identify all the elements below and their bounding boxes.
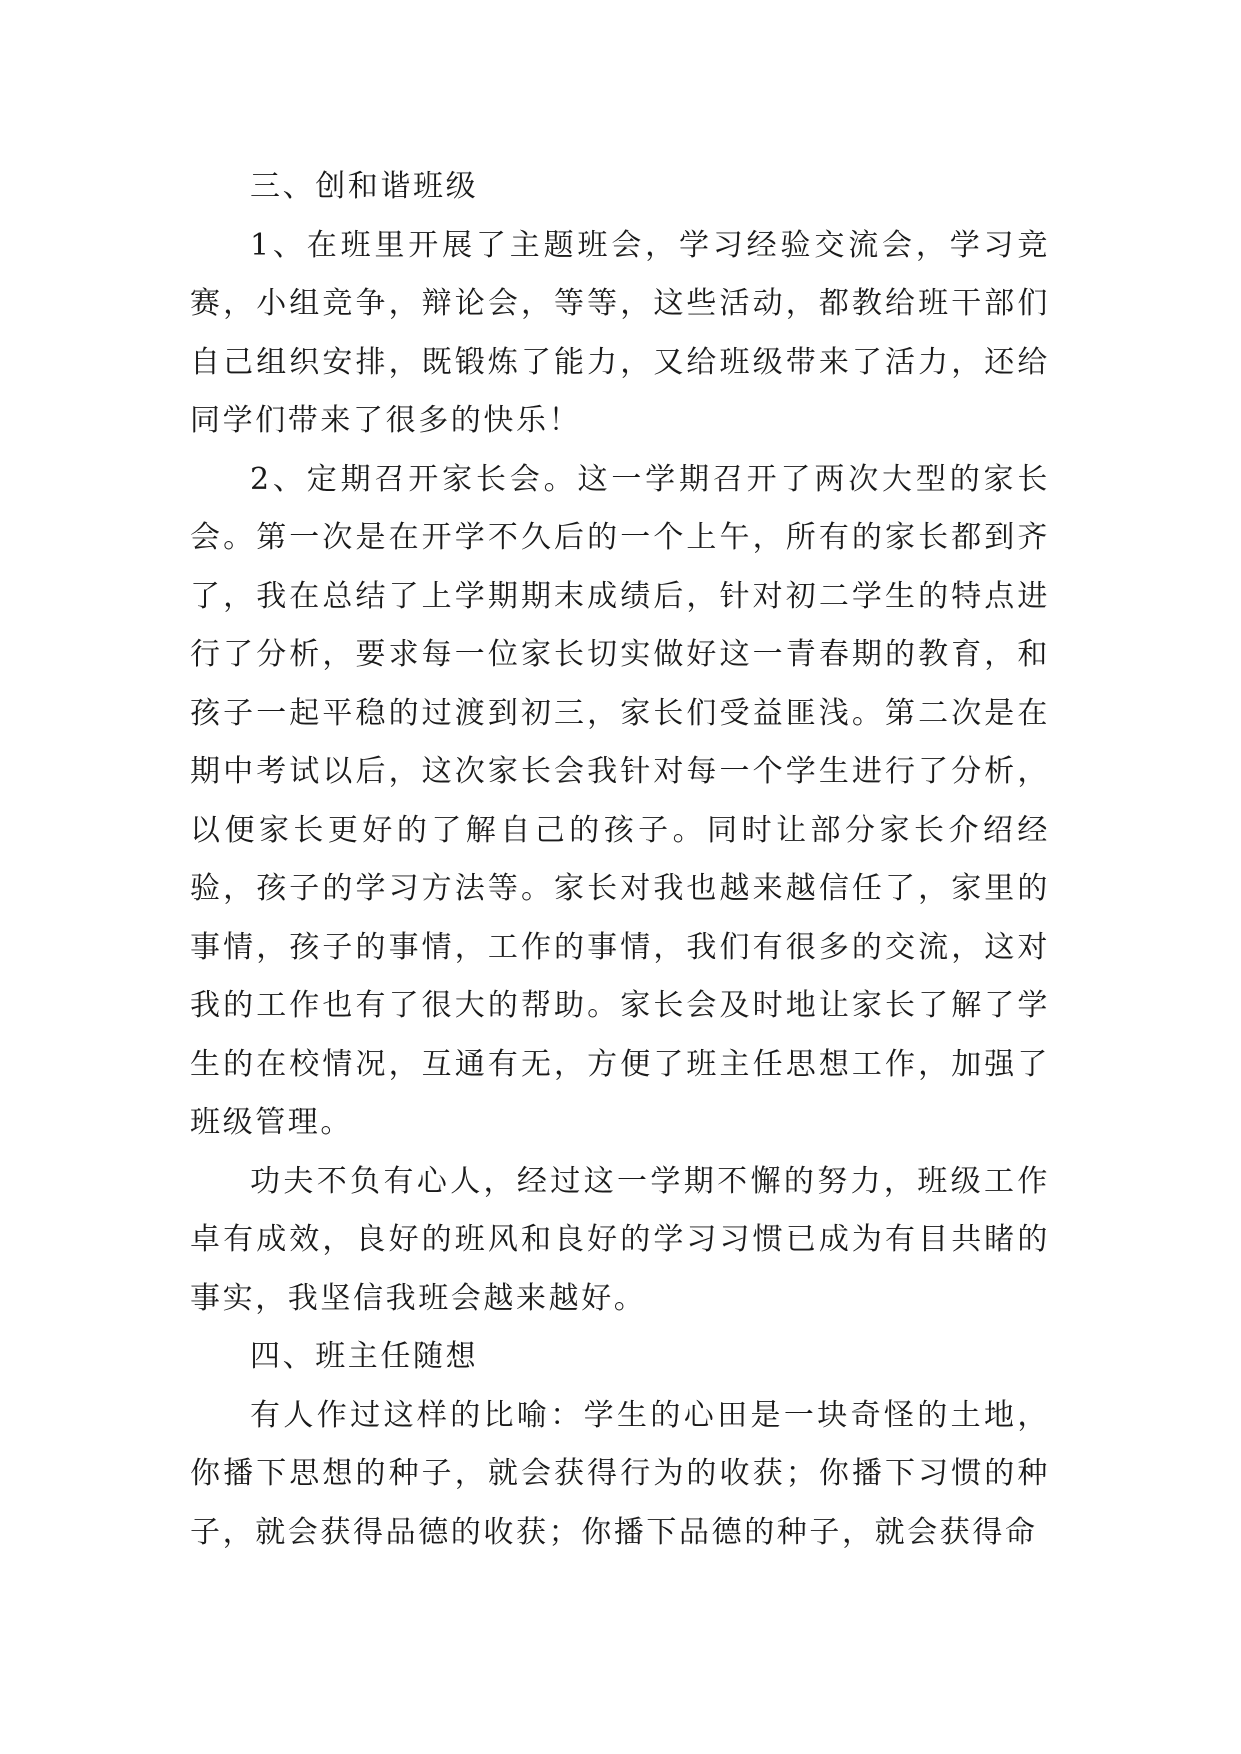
- document-body: [190, 158, 1050, 1562]
- paragraph-summary: 功夫不负有心人，经过这一学期不懈的努力，班级工作卓有成效，良好的班风和良好的学习习惯已成为有目共睹的事实，我坚信我班会越来越好。: [190, 1163, 1050, 1316]
- paragraph-item-2: 2、定期召开家长会。这一学期召开了两次大型的家长会。第一次是在开学不久后的一个上午，所有的家长都到齐了，我在总结了上学期期末成绩后，针对初二学生的特点进行了分析，要求每一位家长切实做好这一青春期的教育，和孩子一起平稳的过渡到初三，家长们受益匪浅。第二次是在期中考试以后，这次家长会我针对每一个学生进行了分析，以便家长更好的了解自己的孩子。同时让部分家长介绍经验，孩子的学习方法等。家长对我也越来越信任了，家里的事情，孩子的事情，工作的事情，我们有很多的交流，这对我的工作也有了很大的帮助。家长会及时地让家长了解了学生的在校情况，互通有无，方便了班主任思想工作，加强了班级管理。: [190, 461, 1050, 1140]
- paragraph-item-1: 1、在班里开展了主题班会，学习经验交流会，学习竞赛，小组竞争，辩论会，等等，这些活动，都教给班干部们自己组织安排，既锻炼了能力，又给班级带来了活力，还给同学们带来了很多的快乐！: [190, 227, 1050, 438]
- section-heading-3: 三、创和谐班级: [250, 169, 479, 204]
- section-heading-4: 四、班主任随想: [250, 1339, 479, 1374]
- paragraph-metaphor: 有人作过这样的比喻：学生的心田是一块奇怪的土地，你播下思想的种子，就会获得行为的收获；你播下习惯的种子，就会获得品德的收获；你播下品德的种子，就会获得命: [190, 1397, 1050, 1550]
